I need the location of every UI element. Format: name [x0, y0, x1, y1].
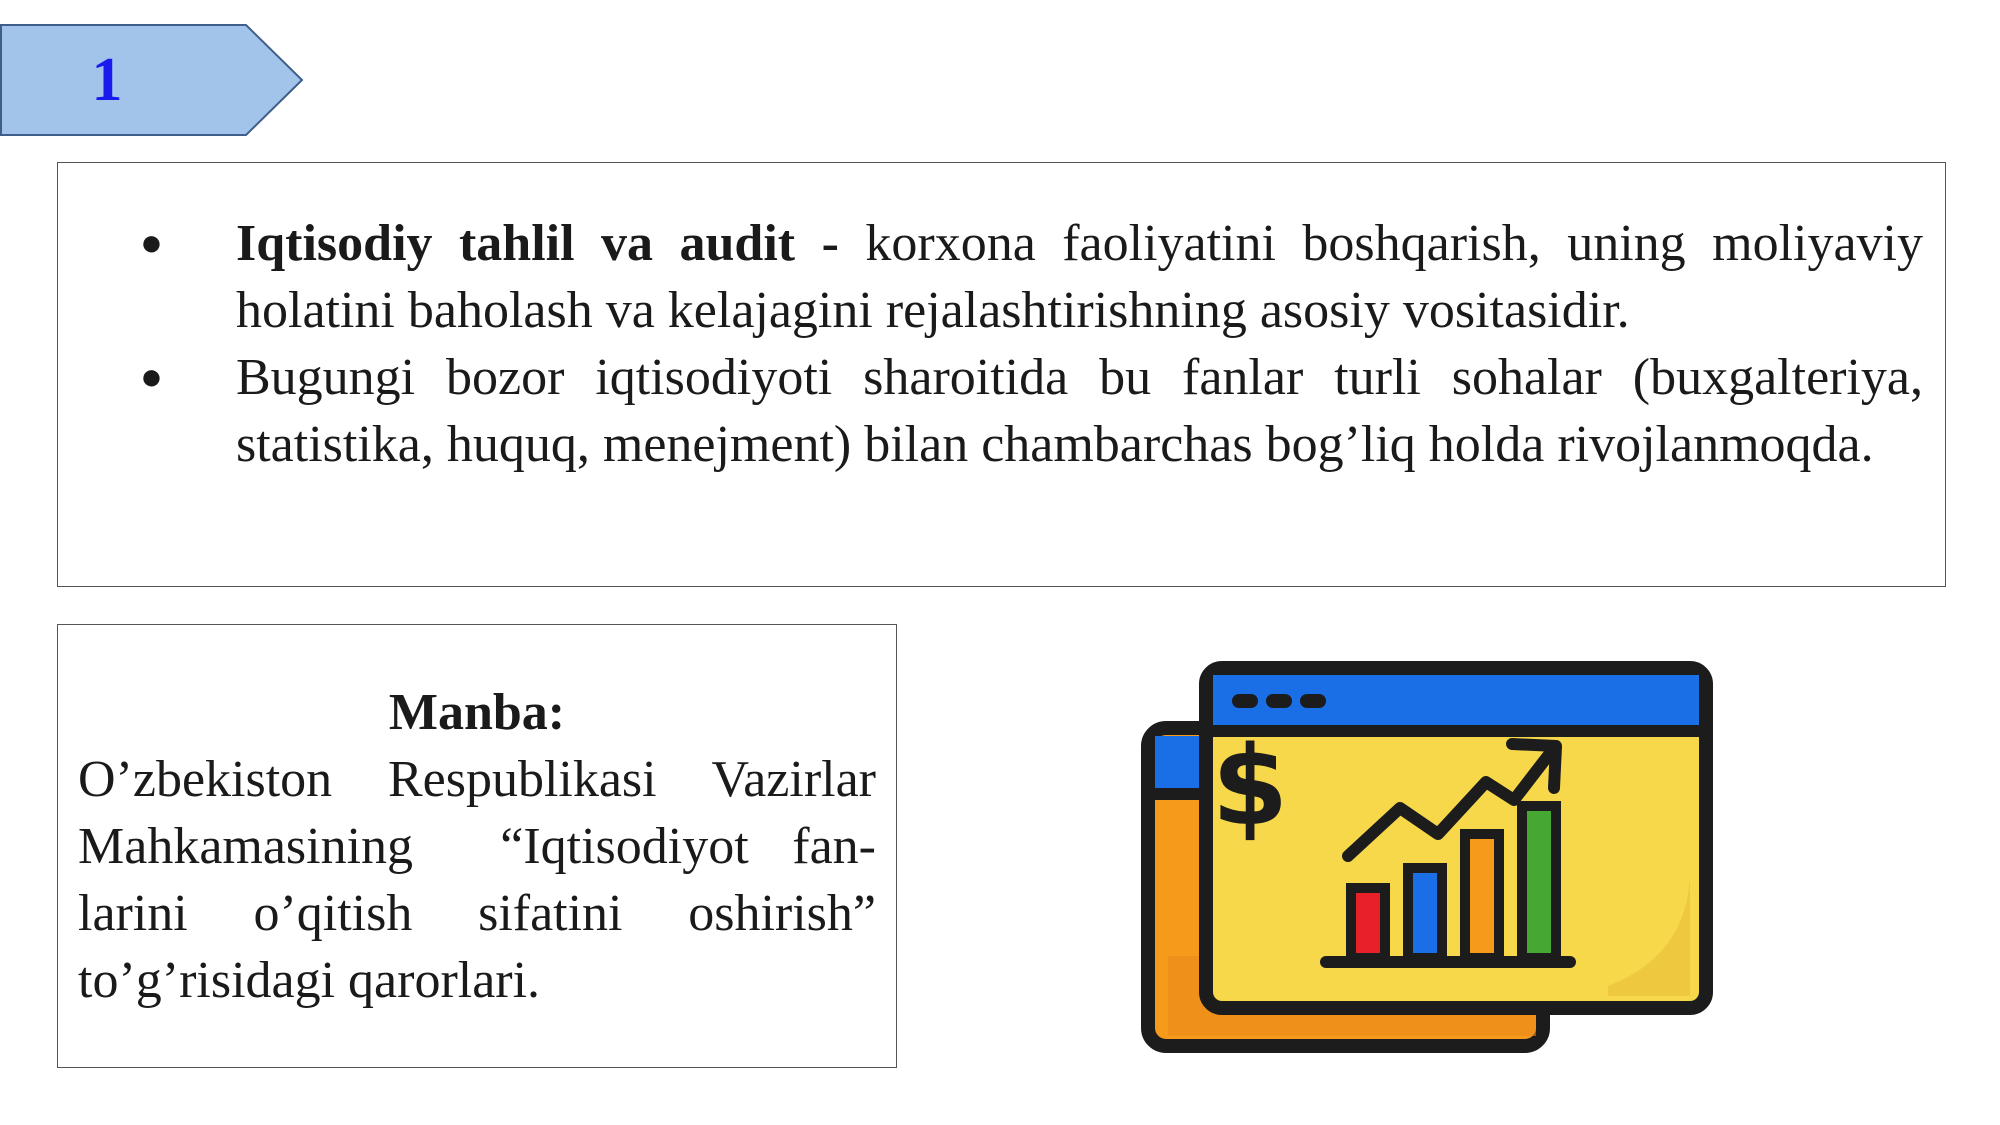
finance-growth-chart-icon — [1138, 656, 1718, 1056]
slide-number: 1 — [91, 45, 123, 114]
bullet-dot-icon: ● — [140, 222, 163, 264]
bullet-item — [98, 210, 1923, 344]
bullet-text: Bugungi bozor iqtisodiyoti sharoitida bu fanlar turli sohalar (buxgalteriya, statistika, huquq, menejment) bilan chambarchas bog’liq holda rivojlanmoqda. — [236, 349, 1923, 473]
bullet-text: korxona faoliyatini boshqarish, uning moliyaviy holatini baholash va kelajagini rejalashtirishning asosiy vositasidir. — [236, 215, 1923, 339]
source-text: O’zbekiston Respublikasi Vazirlar Mahkamasining “Iqtisodiyot fanlarini o’qitish sifatini oshirish” to’g’risidagi qarorlari. — [78, 751, 876, 1009]
main-content-box — [57, 162, 1946, 587]
dollar-sign: $ — [1211, 722, 1289, 850]
source-box — [57, 624, 897, 1068]
bullet-dot-icon: ● — [140, 356, 163, 398]
bullet-term: Iqtisodiy tahlil va audit - — [236, 215, 839, 272]
slide-number-tab — [0, 24, 304, 136]
bullet-item — [98, 344, 1923, 478]
source-title: Manba: — [388, 684, 566, 741]
bullet-list — [98, 210, 1923, 478]
